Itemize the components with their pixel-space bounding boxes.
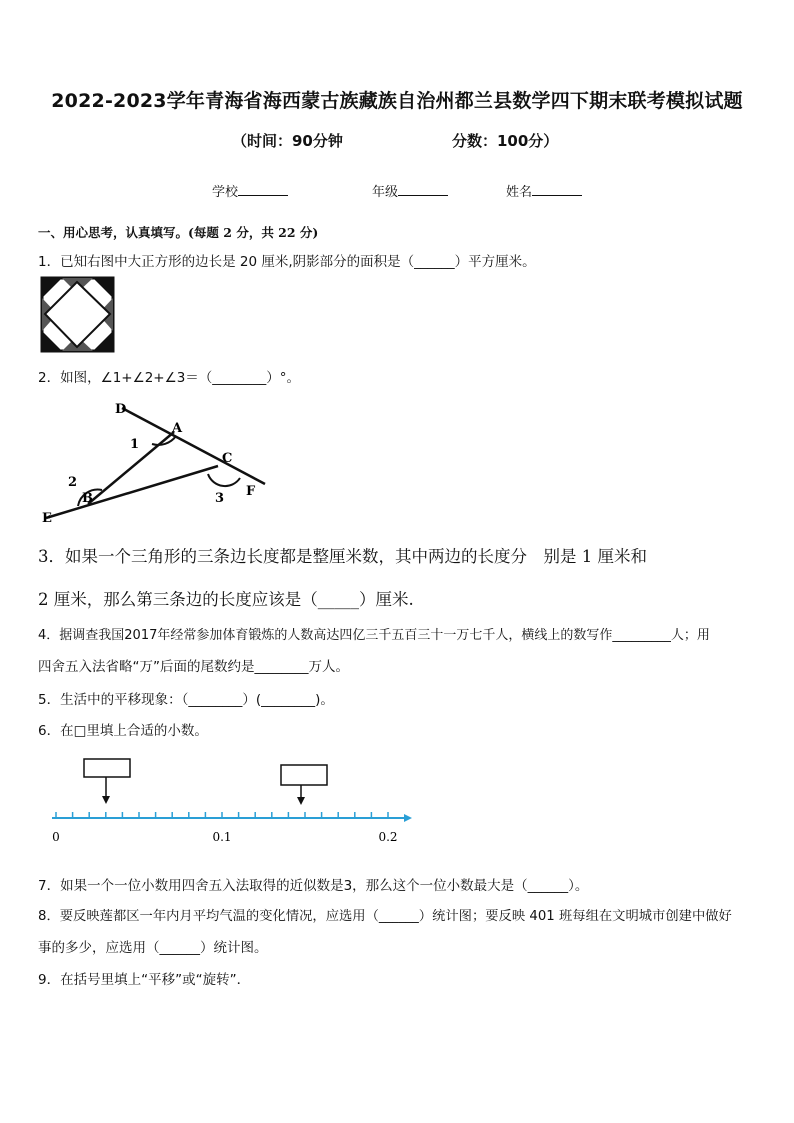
question-1: 1．已知右图中大正方形的边长是 20 厘米,阴影部分的面积是（______）平方厘米。 (38, 254, 536, 270)
name-blank[interactable] (532, 183, 582, 196)
number-line (52, 812, 412, 822)
label-angle-3: 3 (215, 491, 225, 506)
school-field (212, 181, 288, 200)
question-7: 7．如果一个一位小数用四舍五入法取得的近似数是3，那么这个一位小数最大是（______）。 (38, 878, 589, 894)
tick-label-0-1: 0.1 (212, 830, 232, 844)
question-4-line-1: 4．据调查我国2017年经常参加体育锻炼的人数高达四亿三千五百三十一万七千人，横线上的数写作_________人；用 (38, 628, 710, 643)
label-b: B (82, 491, 93, 506)
answer-box-1[interactable] (84, 759, 130, 777)
label-e: E (42, 511, 52, 526)
grade-field (372, 181, 448, 200)
number-line-arrow (404, 814, 412, 822)
label-angle-1: 1 (130, 437, 140, 452)
question-8-line-2: 事的多少，应选用（______）统计图。 (38, 940, 268, 956)
label-a: A (172, 421, 183, 436)
grade-label: 年级 (372, 185, 399, 200)
name-label: 姓名 (506, 185, 533, 200)
question-3-line-1: 3．如果一个三角形的三条边长度都是整厘米数，其中两边的长度分 别是 1 厘米和 (38, 547, 647, 566)
school-blank[interactable] (238, 183, 288, 196)
school-label: 学校 (212, 185, 239, 200)
question-3-line-2: 2 厘米，那么第三条边的长度应该是（_____）厘米. (38, 590, 414, 609)
number-line-figure (40, 754, 420, 850)
question-4-line-2: 四舍五入法省略“万”后面的尾数约是________万人。 (38, 659, 349, 675)
question-5: 5．生活中的平移现象：（________）(________)。 (38, 692, 334, 708)
question-2: 2．如图，∠1+∠2+∠3＝（________）°。 (38, 370, 301, 386)
tick-label-0: 0 (52, 830, 60, 844)
label-c: C (222, 451, 233, 466)
time-text: （时间：90分钟 (232, 132, 343, 150)
label-d: D (115, 402, 127, 417)
angle-figure (40, 398, 275, 526)
question-8-line-1: 8．要反映莲都区一年内月平均气温的变化情况，应选用（______）统计图；要反映 401 班每组在文明城市创建中做好 (38, 909, 732, 924)
score-text: 分数：100分） (452, 132, 559, 150)
square-figure (40, 276, 116, 354)
question-6: 6．在□里填上合适的小数。 (38, 723, 208, 739)
page-title: 2022-2023学年青海省海西蒙古族藏族自治州都兰县数学四下期末联考模拟试题 (51, 90, 743, 112)
label-f: F (246, 484, 256, 499)
question-9: 9．在括号里填上“平移”或“旋转”． (38, 972, 251, 988)
name-field (506, 181, 582, 200)
answer-box-2[interactable] (281, 765, 327, 785)
tick-label-0-2: 0.2 (378, 830, 398, 844)
line-ec (46, 466, 218, 518)
grade-blank[interactable] (398, 183, 448, 196)
label-angle-2: 2 (68, 475, 78, 490)
section-heading: 一、用心思考，认真填写。(每题 2 分，共 22 分) (38, 225, 319, 240)
angle-3-arc (208, 474, 240, 486)
